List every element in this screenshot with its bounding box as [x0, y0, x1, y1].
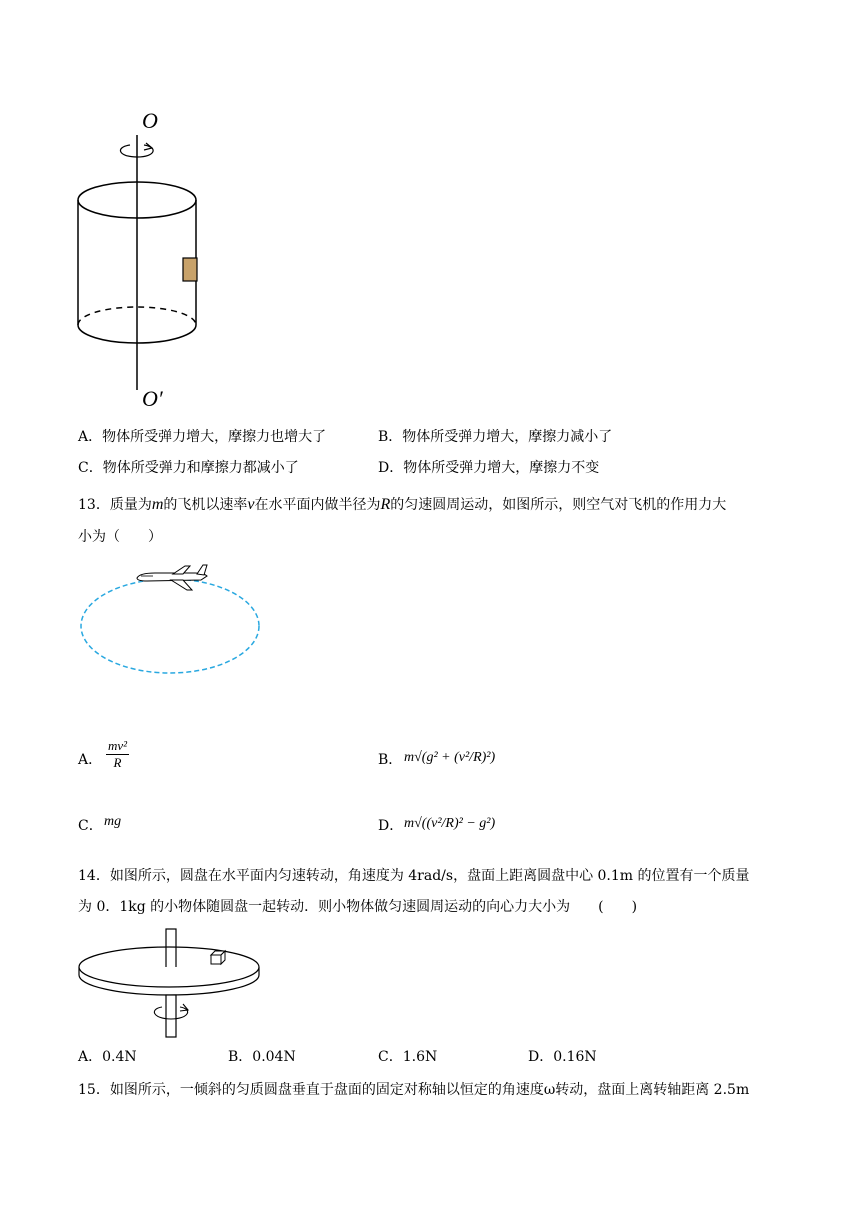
- rotating-disc-figure: [75, 925, 265, 1040]
- fraction-denominator: R: [113, 755, 122, 770]
- q15-question-line1: 15．如图所示，一倾斜的匀质圆盘垂直于盘面的固定对称轴以恒定的角速度ω转动，盘面上离转轴距离 2.5m: [78, 1082, 750, 1098]
- axis-label-bottom: O′: [142, 386, 163, 411]
- q14-option-b: B．0.04N: [228, 1049, 296, 1065]
- q12-option-c: C．物体所受弹力和摩擦力都减小了: [78, 460, 299, 476]
- q13-option-b-label: B．: [378, 752, 403, 768]
- q13-option-d-label: D．: [378, 818, 404, 834]
- q13-option-a-fraction: [106, 738, 129, 771]
- axis-label-top: O: [142, 108, 158, 133]
- fraction-numerator: mv²: [108, 738, 128, 753]
- disc-top: [79, 947, 259, 987]
- q13-option-d-formula: m√((v²/R)² − g²): [404, 816, 496, 831]
- q14-option-d: D．0.16N: [528, 1049, 597, 1065]
- q13-option-c-label: C．: [78, 818, 103, 834]
- disc-shaft-bottom: [166, 995, 176, 1037]
- q12-option-b: B．物体所受弹力增大，摩擦力减小了: [378, 429, 613, 445]
- q13-option-a-label: A．: [78, 752, 103, 768]
- block-on-wall: [183, 258, 197, 281]
- q14-question-line2: 为 0．1kg 的小物体随圆盘一起转动．则小物体做匀速圆周运动的向心力大小为 ( ): [78, 899, 638, 915]
- q13-option-c-formula: mg: [104, 814, 122, 829]
- q12-option-d: D．物体所受弹力增大，摩擦力不变: [378, 460, 600, 476]
- q13-question-line1: 13．质量为m的飞机以速率v在水平面内做半径为R的匀速圆周运动，如图所示，则空气对飞机的作用力大: [78, 496, 727, 513]
- q13-question-line2: 小为（ ）: [78, 529, 162, 545]
- q12-option-a: A．物体所受弹力增大，摩擦力也增大了: [78, 429, 327, 445]
- q13-option-b-formula: m√(g² + (v²/R)²): [404, 750, 496, 765]
- rotating-cylinder-figure: [70, 105, 220, 415]
- circular-orbit: [81, 579, 259, 673]
- q14-option-c: C．1.6N: [378, 1049, 438, 1065]
- q14-option-a: A．0.4N: [78, 1049, 137, 1065]
- small-block-icon: [211, 951, 225, 964]
- q14-question-line1: 14．如图所示，圆盘在水平面内匀速转动，角速度为 4rad/s，盘面上距离圆盘中心 0.1m 的位置有一个质量: [78, 868, 750, 884]
- airplane-icon: [137, 565, 207, 590]
- airplane-orbit-figure: [75, 560, 270, 680]
